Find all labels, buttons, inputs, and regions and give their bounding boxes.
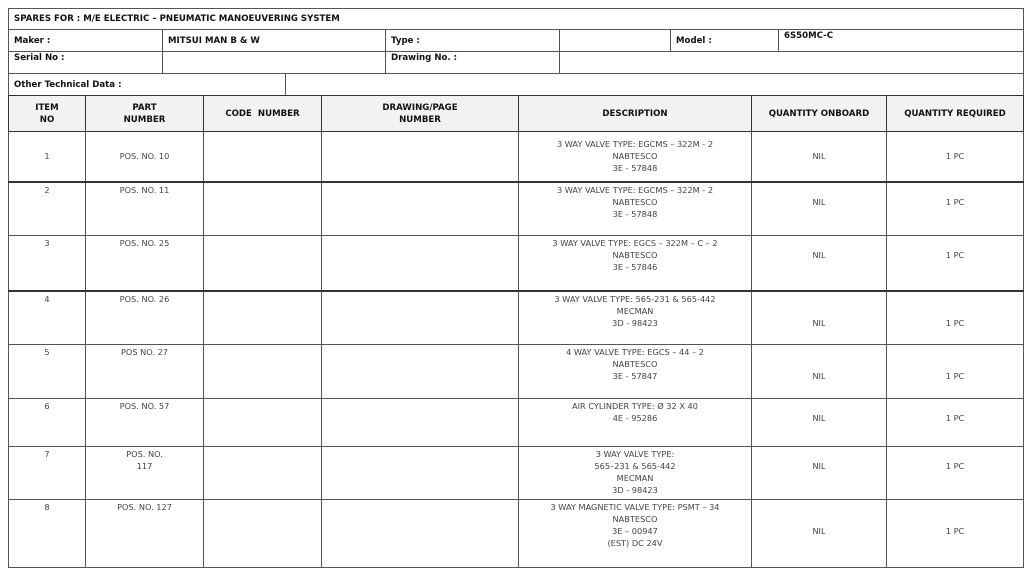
table-row [9, 500, 1024, 568]
qty-required: 1 PC [887, 447, 1024, 500]
table-row [9, 236, 1024, 291]
code-number [204, 236, 322, 291]
qty-onboard: NIL [752, 291, 887, 345]
col-description: DESCRIPTION [519, 96, 752, 132]
qty-onboard: NIL [752, 236, 887, 291]
other-tech-value [286, 74, 1024, 96]
qty-required: 1 PC [887, 132, 1024, 182]
drawing-page [322, 291, 519, 345]
col-part-number: PART NUMBER [86, 96, 204, 132]
qty-onboard: NIL [752, 132, 887, 182]
column-header-row [9, 96, 1024, 132]
qty-onboard: NIL [752, 182, 887, 236]
drawing-page [322, 399, 519, 447]
maker-value: MITSUI MAN B & W [163, 30, 386, 52]
qty-required: 1 PC [887, 182, 1024, 236]
serial-value [163, 52, 386, 74]
item-no: 5 [9, 345, 86, 399]
part-number: POS NO. 27 [86, 345, 204, 399]
spares-sheet [8, 8, 1023, 568]
description: 3 WAY VALVE TYPE: 565–231 & 565-442 MECMAN 3D - 98423 [519, 447, 752, 500]
code-number [204, 399, 322, 447]
drawing-page [322, 182, 519, 236]
code-number [204, 500, 322, 568]
qty-required: 1 PC [887, 236, 1024, 291]
model-label: Model : [671, 30, 779, 52]
maker-label: Maker : [9, 30, 163, 52]
qty-required: 1 PC [887, 399, 1024, 447]
part-number: POS. NO. 10 [86, 132, 204, 182]
item-no: 2 [9, 182, 86, 236]
drawing-page [322, 236, 519, 291]
description: 3 WAY VALVE TYPE: 565-231 & 565-442 MECMAN 3D - 98423 [519, 291, 752, 345]
part-number: POS. NO. 25 [86, 236, 204, 291]
description: AIR CYLINDER TYPE: Ø 32 X 40 4E - 95286 [519, 399, 752, 447]
item-no: 4 [9, 291, 86, 345]
drawing-page [322, 447, 519, 500]
description: 3 WAY VALVE TYPE: EGCMS – 322M - 2 NABTESCO 3E - 57848 [519, 182, 752, 236]
type-label: Type : [386, 30, 560, 52]
code-number [204, 132, 322, 182]
qty-required: 1 PC [887, 345, 1024, 399]
table-row [9, 345, 1024, 399]
item-no: 1 [9, 132, 86, 182]
code-number [204, 182, 322, 236]
other-tech-label: Other Technical Data : [9, 74, 286, 96]
qty-onboard: NIL [752, 447, 887, 500]
code-number [204, 291, 322, 345]
qty-onboard: NIL [752, 399, 887, 447]
serial-label: Serial No : [9, 52, 163, 74]
col-qty-required: QUANTITY REQUIRED [887, 96, 1024, 132]
sheet-title: SPARES FOR : M/E ELECTRIC – PNEUMATIC MANOEUVERING SYSTEM [9, 9, 1024, 30]
table-row [9, 132, 1024, 182]
drawing-page [322, 132, 519, 182]
table-row [9, 291, 1024, 345]
qty-onboard: NIL [752, 345, 887, 399]
type-value [560, 30, 671, 52]
code-number [204, 447, 322, 500]
item-no: 6 [9, 399, 86, 447]
item-no: 3 [9, 236, 86, 291]
code-number [204, 345, 322, 399]
drawing-page [322, 500, 519, 568]
col-item-no: ITEM NO [9, 96, 86, 132]
item-no: 8 [9, 500, 86, 568]
table-row [9, 399, 1024, 447]
model-value: 6S50MC-C [779, 30, 1024, 52]
col-drawing-page: DRAWING/PAGE NUMBER [322, 96, 519, 132]
drawing-no-value [560, 52, 1024, 74]
part-number: POS. NO. 11 [86, 182, 204, 236]
table-row [9, 447, 1024, 500]
part-number: POS. NO. 127 [86, 500, 204, 568]
part-number: POS. NO. 117 [86, 447, 204, 500]
drawing-page [322, 345, 519, 399]
col-code-number: CODE NUMBER [204, 96, 322, 132]
col-qty-onboard: QUANTITY ONBOARD [752, 96, 887, 132]
description: 3 WAY VALVE TYPE: EGCS – 322M – C – 2 NABTESCO 3E - 57846 [519, 236, 752, 291]
item-no: 7 [9, 447, 86, 500]
header-table [8, 8, 1024, 96]
drawing-no-label: Drawing No. : [386, 52, 560, 74]
part-number: POS. NO. 26 [86, 291, 204, 345]
description: 4 WAY VALVE TYPE: EGCS – 44 – 2 NABTESCO 3E - 57847 [519, 345, 752, 399]
qty-required: 1 PC [887, 291, 1024, 345]
table-row [9, 182, 1024, 236]
spares-table [8, 95, 1024, 568]
part-number: POS. NO. 57 [86, 399, 204, 447]
description: 3 WAY VALVE TYPE: EGCMS – 322M - 2 NABTESCO 3E - 57848 [519, 132, 752, 182]
qty-required: 1 PC [887, 500, 1024, 568]
description: 3 WAY MAGNETIC VALVE TYPE: PSMT – 34 NABTESCO 3E – 00947 (EST) DC 24V [519, 500, 752, 568]
qty-onboard: NIL [752, 500, 887, 568]
